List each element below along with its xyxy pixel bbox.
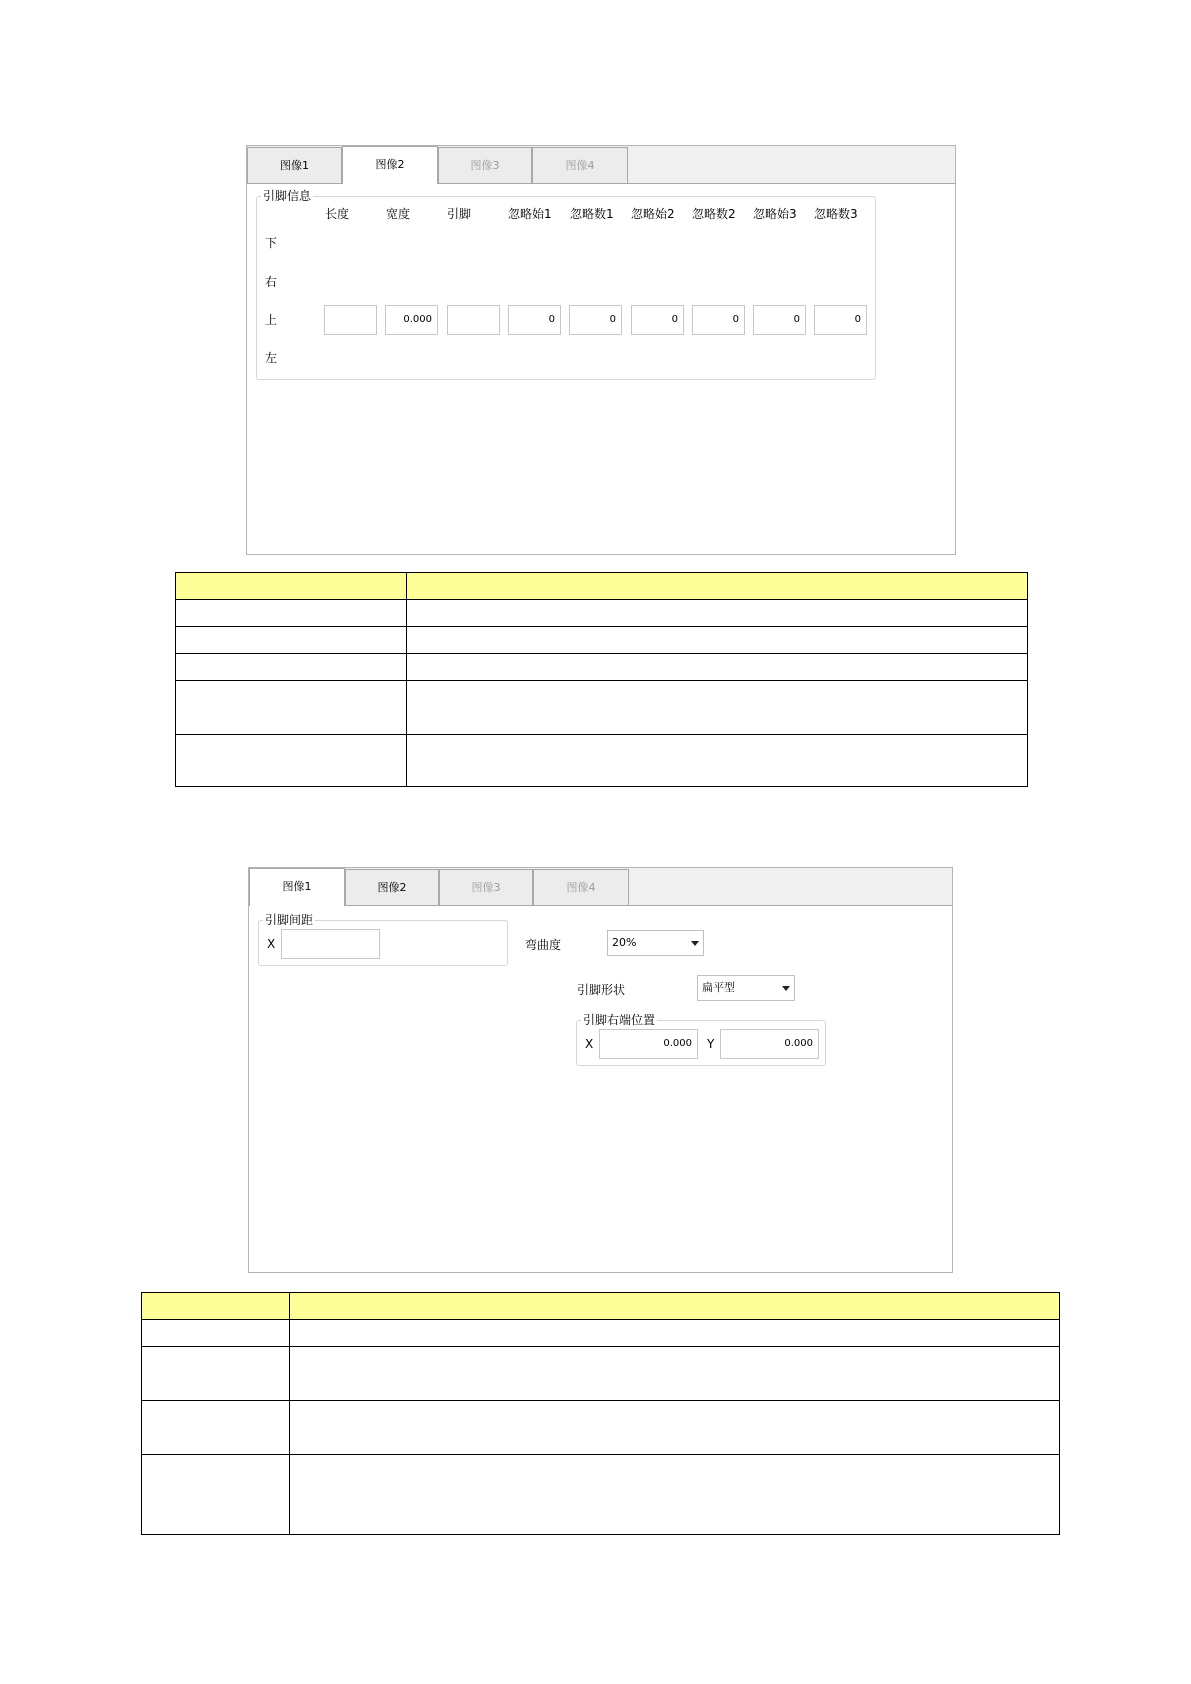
right-y-label: Y	[707, 1037, 715, 1051]
table-cell	[407, 735, 1028, 787]
top-skip-count-1-input[interactable]: 0	[569, 305, 622, 335]
lead-info-group	[256, 189, 876, 380]
chevron-down-icon[interactable]	[782, 986, 790, 991]
row-label-top: 上	[265, 313, 278, 327]
table-cell	[142, 1455, 290, 1535]
row-label-bottom: 下	[265, 236, 278, 250]
col-header-length: 长度	[325, 207, 350, 221]
table-cell	[176, 573, 407, 600]
top-skip-start-1-input[interactable]: 0	[508, 305, 561, 335]
table-row	[142, 1347, 1060, 1401]
shape-value: 扁平型	[702, 981, 735, 994]
chevron-down-icon[interactable]	[691, 941, 699, 946]
lead-info-title: 引脚信息	[263, 189, 312, 203]
tab-image-3[interactable]: 图像3	[438, 147, 532, 183]
table-cell	[290, 1401, 1060, 1455]
table-row	[142, 1320, 1060, 1347]
table-row	[142, 1455, 1060, 1535]
table-cell	[142, 1347, 290, 1401]
table-row	[176, 735, 1028, 787]
row-label-right: 右	[265, 275, 278, 289]
table-cell	[290, 1455, 1060, 1535]
top-skip-count-3-input[interactable]: 0	[814, 305, 867, 335]
table-row	[176, 627, 1028, 654]
spec-table-2	[141, 1292, 1060, 1535]
table-cell	[407, 681, 1028, 735]
pitch-x-label: X	[267, 937, 276, 951]
right-y-input[interactable]: 0.000	[720, 1029, 819, 1059]
table-cell	[142, 1320, 290, 1347]
top-skip-count-2-input[interactable]: 0	[692, 305, 745, 335]
col-header-skip-count-1: 忽略数1	[570, 207, 614, 221]
col-header-width: 宽度	[386, 207, 411, 221]
bend-value: 20%	[612, 936, 637, 949]
tab-image-4[interactable]: 图像4	[533, 869, 629, 905]
spec-table-1	[175, 572, 1028, 787]
table-cell	[407, 627, 1028, 654]
top-width-input[interactable]: 0.000	[385, 305, 438, 335]
lead-pitch-title: 引脚间距	[265, 913, 314, 927]
col-header-skip-start-2: 忽略始2	[631, 207, 675, 221]
tab-image-2[interactable]: 图像2	[345, 869, 439, 905]
table-cell	[407, 600, 1028, 627]
table-cell	[407, 573, 1028, 600]
pitch-x-input[interactable]	[281, 929, 380, 959]
shape-select[interactable]	[697, 975, 795, 1001]
right-end-position-group	[576, 1013, 826, 1066]
tab-image-1[interactable]: 图像1	[249, 868, 345, 906]
table-cell	[176, 600, 407, 627]
col-header-pin: 引脚	[447, 207, 472, 221]
tab-content	[247, 183, 955, 554]
lead-shape-panel	[248, 867, 953, 1273]
table-cell	[290, 1347, 1060, 1401]
table-cell	[142, 1293, 290, 1320]
right-x-input[interactable]: 0.000	[599, 1029, 698, 1059]
table-row	[176, 654, 1028, 681]
col-header-skip-count-3: 忽略数3	[814, 207, 858, 221]
tab-image-3[interactable]: 图像3	[439, 869, 533, 905]
table-cell	[176, 654, 407, 681]
top-skip-start-2-input[interactable]: 0	[631, 305, 684, 335]
shape-label: 引脚形状	[577, 983, 626, 997]
tab-bar	[249, 868, 952, 905]
lead-pitch-group	[258, 913, 508, 966]
table-row	[176, 681, 1028, 735]
tab-content	[249, 905, 952, 1272]
table-cell	[290, 1293, 1060, 1320]
table-cell	[176, 627, 407, 654]
table-header-row	[176, 573, 1028, 600]
table-row	[176, 600, 1028, 627]
right-end-position-title: 引脚右端位置	[583, 1013, 656, 1027]
tab-image-1[interactable]: 图像1	[247, 147, 342, 183]
col-header-skip-count-2: 忽略数2	[692, 207, 736, 221]
col-header-skip-start-3: 忽略始3	[753, 207, 797, 221]
row-label-left: 左	[265, 351, 278, 365]
table-header-row	[142, 1293, 1060, 1320]
bend-select[interactable]	[607, 930, 704, 956]
table-cell	[176, 681, 407, 735]
top-pin-input[interactable]	[447, 305, 500, 335]
right-x-label: X	[585, 1037, 594, 1051]
table-cell	[176, 735, 407, 787]
table-cell	[290, 1320, 1060, 1347]
col-header-skip-start-1: 忽略始1	[508, 207, 552, 221]
table-row	[142, 1401, 1060, 1455]
lead-info-panel	[246, 145, 956, 555]
tab-image-4[interactable]: 图像4	[532, 147, 628, 183]
bend-label: 弯曲度	[525, 938, 562, 952]
table-cell	[407, 654, 1028, 681]
top-skip-start-3-input[interactable]: 0	[753, 305, 806, 335]
tab-bar	[247, 146, 955, 183]
tab-image-2[interactable]: 图像2	[342, 146, 438, 184]
top-length-input[interactable]	[324, 305, 377, 335]
table-cell	[142, 1401, 290, 1455]
